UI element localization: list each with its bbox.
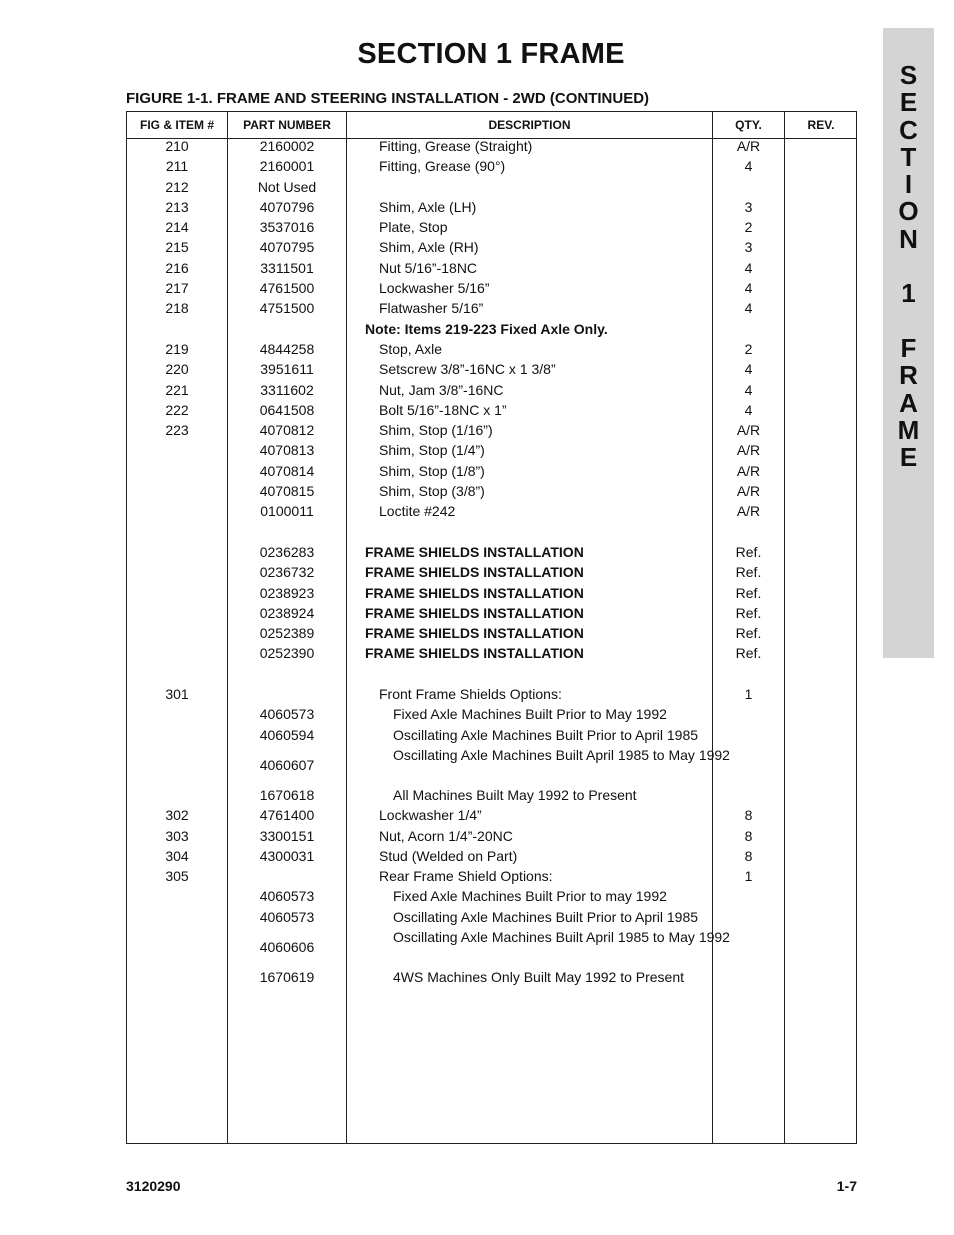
part-number-cell: 4751500 (259, 300, 315, 317)
table-row (127, 280, 856, 300)
fig-item-cell: 219 (165, 340, 189, 357)
part-number-cell: 4060573 (259, 888, 315, 905)
qty-cell: Ref. (735, 584, 762, 601)
table-row (127, 442, 856, 462)
description-cell: Oscillating Axle Machines Built April 1985 to May 1992 (393, 746, 730, 763)
qty-cell: 8 (744, 847, 753, 864)
part-number-cell: 3311602 (260, 381, 314, 398)
figure-title: FIGURE 1-1. FRAME AND STEERING INSTALLATION - 2WD (CONTINUED) (126, 90, 650, 107)
qty-cell: A/R (736, 138, 761, 154)
side-tab-letter: N (899, 223, 918, 254)
qty-cell: 1 (744, 686, 753, 703)
part-number-cell: 2160002 (259, 138, 315, 154)
side-tab-letter: I (904, 169, 913, 200)
side-tab-letter: F (900, 332, 917, 363)
description-cell: Flatwasher 5/16” (379, 300, 484, 317)
qty-cell: A/R (736, 442, 761, 459)
header-fig-item: FIG & ITEM # (139, 118, 214, 132)
qty-cell: 3 (744, 239, 753, 256)
fig-item-cell: 218 (165, 300, 189, 317)
side-tab-letter: M (897, 414, 920, 445)
fig-item-cell: 215 (165, 239, 189, 256)
side-tab-letter: T (900, 141, 917, 172)
part-number-cell: 1670619 (259, 968, 315, 985)
description-cell: Nut, Acorn 1/4”-20NC (379, 827, 513, 844)
description-cell: Setscrew 3/8”-16NC x 1 3/8” (379, 361, 556, 378)
table-row (127, 564, 856, 584)
qty-cell: 2 (744, 340, 753, 357)
part-number-cell: 4070813 (259, 442, 315, 459)
qty-cell: 8 (744, 807, 753, 824)
part-number-cell: 4060606 (259, 938, 315, 955)
fig-item-cell: 214 (165, 219, 189, 236)
description-cell: Nut 5/16”-18NC (379, 259, 478, 276)
part-number-cell: 0100011 (260, 503, 314, 520)
header-part-number: PART NUMBER (243, 118, 331, 132)
description-cell: Fixed Axle Machines Built Prior to May 1992 (393, 706, 667, 723)
table-row (127, 686, 856, 706)
description-cell: Shim, Stop (1/4”) (379, 442, 485, 459)
qty-cell: 4 (744, 361, 753, 378)
side-tab-letters (883, 62, 934, 471)
fig-item-cell: 220 (165, 361, 189, 378)
table-row (127, 483, 856, 503)
part-number-cell: 0641508 (259, 401, 315, 418)
part-number-cell: 0236283 (259, 543, 315, 560)
table-row (127, 544, 856, 564)
part-number-cell: 0238923 (259, 584, 315, 601)
fig-item-cell: 213 (165, 198, 189, 215)
side-tab-letter: C (899, 114, 918, 145)
doc-number: 3120290 (126, 1178, 181, 1194)
table-row (127, 929, 856, 969)
fig-item-cell: 210 (165, 138, 189, 154)
description-cell: Oscillating Axle Machines Built April 1985 to May 1992 (393, 928, 730, 945)
part-number-cell: 4300031 (259, 847, 315, 864)
table-row (127, 219, 856, 239)
fig-item-cell: 302 (165, 807, 189, 824)
table-row (127, 828, 856, 848)
side-tab-letter: A (899, 387, 918, 418)
part-number-cell: 4060607 (259, 756, 315, 773)
description-cell: Nut, Jam 3/8”-16NC (379, 381, 504, 398)
table-row (127, 463, 856, 483)
part-number-cell: 4761500 (259, 280, 315, 297)
table-row (127, 260, 856, 280)
fig-item-cell: 212 (165, 178, 189, 195)
table-row (127, 747, 856, 787)
side-tab-letter: S (899, 60, 918, 90)
table-row (127, 199, 856, 219)
description-cell: All Machines Built May 1992 to Present (393, 786, 637, 803)
part-number-cell: 0238924 (259, 604, 315, 621)
part-number-cell: 0236732 (259, 564, 315, 581)
table-row (127, 422, 856, 442)
part-number-cell: 3300151 (259, 827, 315, 844)
qty-cell: A/R (736, 503, 761, 520)
fig-item-cell: 211 (165, 158, 189, 175)
table-row (127, 361, 856, 381)
part-number-cell: 4060573 (259, 908, 315, 925)
fig-item-cell: 223 (165, 422, 189, 439)
description-cell: Oscillating Axle Machines Built Prior to April 1985 (393, 726, 699, 743)
part-number-cell: 4070796 (259, 198, 315, 215)
description-cell: Shim, Stop (1/16”) (379, 422, 493, 439)
table-row (127, 909, 856, 929)
qty-cell: Ref. (735, 645, 762, 662)
description-cell: Shim, Stop (3/8”) (379, 483, 485, 500)
table-row (127, 585, 856, 605)
qty-cell: 4 (744, 381, 753, 398)
part-number-cell: 0252390 (259, 645, 315, 662)
table-row (127, 300, 856, 320)
table-row (127, 158, 856, 178)
side-tab-letter: E (899, 87, 918, 118)
description-cell: Loctite #242 (379, 503, 456, 520)
side-tab-letter: R (899, 360, 918, 391)
description-cell: Fitting, Grease (Straight) (379, 138, 533, 154)
page-number: 1-7 (836, 1178, 857, 1194)
table-row (127, 382, 856, 402)
side-tab-letter: O (898, 196, 919, 227)
description-cell: FRAME SHIELDS INSTALLATION (365, 645, 584, 662)
part-number-cell: 2160001 (259, 158, 315, 175)
fig-item-cell: 304 (165, 847, 189, 864)
qty-cell: 8 (744, 827, 753, 844)
part-number-cell: 3951611 (260, 361, 314, 378)
fig-item-cell: 303 (165, 827, 189, 844)
table-header (127, 112, 856, 139)
part-number-cell: 4060573 (259, 706, 315, 723)
part-number-cell: 3311501 (260, 259, 314, 276)
table-row (127, 645, 856, 665)
part-number-cell: 0252389 (259, 625, 315, 642)
table-row (127, 402, 856, 422)
table-row (127, 727, 856, 747)
table-row (127, 888, 856, 908)
side-tab-letter: 1 (901, 278, 916, 309)
description-cell: Lockwasher 5/16” (379, 280, 490, 297)
fig-item-cell: 301 (165, 686, 189, 703)
part-number-cell: 1670618 (259, 786, 315, 803)
qty-cell: A/R (736, 422, 761, 439)
qty-cell: 4 (744, 259, 753, 276)
fig-item-cell: 221 (165, 381, 189, 398)
description-cell: 4WS Machines Only Built May 1992 to Present (393, 968, 685, 985)
description-cell: FRAME SHIELDS INSTALLATION (365, 604, 584, 621)
part-number-cell: 4844258 (259, 340, 315, 357)
page-title: SECTION 1 FRAME (357, 38, 625, 70)
table-row (127, 524, 856, 544)
description-cell: Stud (Welded on Part) (379, 847, 518, 864)
table-row (127, 138, 856, 158)
table-row (127, 787, 856, 807)
description-cell: Rear Frame Shield Options: (379, 868, 553, 885)
qty-cell: 3 (744, 198, 753, 215)
description-cell: FRAME SHIELDS INSTALLATION (365, 564, 584, 581)
part-number-cell: 4070812 (259, 422, 315, 439)
qty-cell: 4 (744, 401, 753, 418)
qty-cell: 4 (744, 158, 753, 175)
qty-cell: Ref. (735, 604, 762, 621)
qty-cell: 1 (744, 868, 753, 885)
description-cell: Oscillating Axle Machines Built Prior to April 1985 (393, 908, 699, 925)
description-cell: Plate, Stop (379, 219, 448, 236)
description-cell: FRAME SHIELDS INSTALLATION (365, 584, 584, 601)
qty-cell: 4 (744, 280, 753, 297)
table-row (127, 969, 856, 989)
qty-cell: A/R (736, 462, 761, 479)
qty-cell: Ref. (735, 564, 762, 581)
table-row (127, 868, 856, 888)
description-cell: Note: Items 219-223 Fixed Axle Only. (365, 320, 608, 337)
description-cell: Stop, Axle (379, 340, 443, 357)
description-cell: Lockwasher 1/4” (379, 807, 482, 824)
qty-cell: A/R (736, 483, 761, 500)
part-number-cell: 4070814 (259, 462, 315, 479)
part-number-cell: 4060594 (259, 726, 315, 743)
part-number-cell: 3537016 (259, 219, 315, 236)
description-cell: FRAME SHIELDS INSTALLATION (365, 625, 584, 642)
part-number-cell: 4761400 (259, 807, 315, 824)
qty-cell: 2 (744, 219, 753, 236)
description-cell: Front Frame Shields Options: (379, 686, 562, 703)
table-row (127, 706, 856, 726)
description-cell: Fixed Axle Machines Built Prior to may 1992 (393, 888, 667, 905)
description-cell: FRAME SHIELDS INSTALLATION (365, 543, 584, 560)
parts-table (126, 111, 857, 1144)
fig-item-cell: 222 (165, 401, 189, 418)
table-row (127, 848, 856, 868)
table-row (127, 179, 856, 199)
section-side-tab (883, 28, 934, 658)
table-row (127, 666, 856, 686)
table-row (127, 807, 856, 827)
description-cell: Fitting, Grease (90°) (379, 158, 506, 175)
fig-item-cell: 305 (165, 868, 189, 885)
table-row (127, 605, 856, 625)
description-cell: Shim, Axle (RH) (379, 239, 479, 256)
table-row (127, 503, 856, 523)
part-number-cell: 4070795 (259, 239, 315, 256)
table-row (127, 321, 856, 341)
qty-cell: Ref. (735, 625, 762, 642)
fig-item-cell: 216 (165, 259, 189, 276)
header-qty: QTY. (735, 118, 762, 132)
fig-item-cell: 217 (165, 280, 189, 297)
header-description: DESCRIPTION (488, 118, 571, 132)
part-number-cell: 4070815 (259, 483, 315, 500)
description-cell: Bolt 5/16”-18NC x 1” (379, 401, 507, 418)
table-row (127, 625, 856, 645)
header-rev: REV. (807, 118, 835, 132)
description-cell: Shim, Stop (1/8”) (379, 462, 485, 479)
side-tab-letter: E (899, 442, 918, 473)
table-row (127, 239, 856, 259)
qty-cell: Ref. (735, 543, 762, 560)
table-row (127, 341, 856, 361)
part-number-cell: Not Used (257, 178, 317, 195)
description-cell: Shim, Axle (LH) (379, 198, 477, 215)
table-body (127, 138, 856, 989)
qty-cell: 4 (744, 300, 753, 317)
